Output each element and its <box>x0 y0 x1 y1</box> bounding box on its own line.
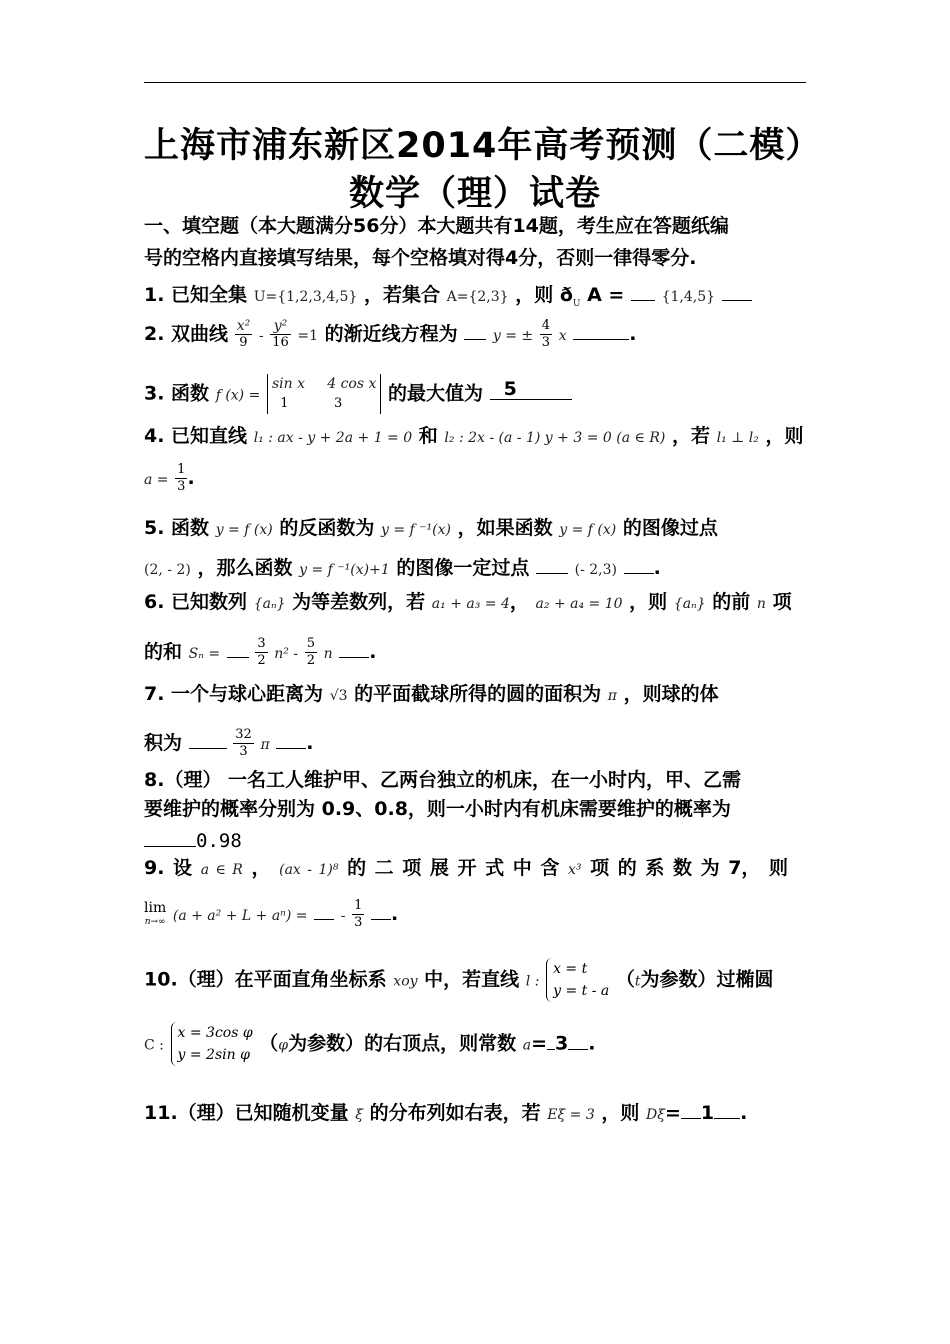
q3-det-row1: sin x 4 cos x <box>271 376 377 392</box>
q6-blank-right <box>339 637 369 658</box>
q1-text-3: ，则 <box>515 284 554 306</box>
question-4-answer <box>144 462 195 495</box>
q9-answer-num: 1 <box>354 898 363 913</box>
q6-frac-2 <box>305 636 317 669</box>
q6-text-4: 的前 <box>712 591 751 613</box>
q9-binomial: (ax - 1)⁸ <box>279 862 339 878</box>
section-instructions-line2: 号的空格内直接填写结果，每个空格填对得4分，否则一律得零分. <box>144 247 697 269</box>
question-7 <box>144 682 719 708</box>
q5-text-6: 的图像一定过点 <box>396 557 530 579</box>
q2-answer-den: 3 <box>541 335 551 350</box>
q6-frac-1-num: 3 <box>257 636 266 651</box>
question-2 <box>144 318 636 351</box>
top-rule <box>144 82 806 83</box>
q9-condition: a ∈ R <box>200 862 243 878</box>
q2-text: 2. 双曲线 <box>144 323 229 345</box>
q6-period: . <box>369 641 377 663</box>
q2-frac-y-den: 16 <box>272 335 289 350</box>
question-1 <box>144 280 752 316</box>
q3-function: f (x) = <box>215 387 261 404</box>
q6-sep: ， <box>509 591 529 613</box>
q10-blank-right <box>568 1029 588 1050</box>
q6-eq-1: a₁ + a₃ = 4 <box>431 596 510 612</box>
question-6 <box>144 590 792 616</box>
q4-text-4: ，则 <box>765 425 804 447</box>
q4-perpendicular: l₁ ⊥ l₂ <box>716 430 759 446</box>
q4-text: 4. 已知直线 <box>144 425 248 447</box>
q3-det-row2: 1 3 <box>271 396 343 411</box>
q6-term-1: n² - <box>274 646 299 662</box>
q5-text-4: 的图像过点 <box>622 517 718 539</box>
q6-term-2: n <box>323 646 333 662</box>
exam-subtitle: 数学（理）试卷 <box>348 174 601 214</box>
question-11 <box>144 1098 747 1127</box>
q2-blank-right <box>573 319 629 340</box>
q1-complement-expr: A = <box>587 284 625 306</box>
q7-period: . <box>306 732 314 754</box>
q9-blank-right <box>371 899 391 920</box>
q10-param-phi: φ <box>278 1037 289 1054</box>
q4-period: . <box>187 467 195 489</box>
q7-answer-num: 32 <box>235 727 252 742</box>
q8-answer: 0.98 <box>196 830 242 852</box>
q5-inverse: y = f ⁻¹(x) <box>380 522 451 538</box>
q4-text-3: ，若 <box>671 425 710 447</box>
q1-blank-right <box>722 280 752 301</box>
q8-blank <box>144 826 196 847</box>
q2-answer-lhs: y = ± <box>492 328 534 344</box>
q2-text-2: 的渐近线方程为 <box>324 323 458 345</box>
q10-text-4: 为参数）过椭圆 <box>640 968 774 991</box>
q10-ellipse-eq-1: x = 3cos φ <box>177 1025 253 1041</box>
q6-frac-2-den: 2 <box>306 653 315 668</box>
question-9 <box>144 856 788 882</box>
q2-equals-one: =1 <box>297 328 318 344</box>
question-5-cont <box>144 553 661 582</box>
q2-frac-x-den: 9 <box>239 335 248 350</box>
q4-text-2: 和 <box>418 425 438 447</box>
question-6-cont <box>144 636 376 669</box>
q5-function: y = f (x) <box>215 522 273 538</box>
q10-const-a: a <box>522 1037 532 1054</box>
q9-answer-den: 3 <box>354 915 363 930</box>
exam-title: 上海市浦东新区2014年高考预测（二模） <box>144 126 822 166</box>
q10-line-system <box>546 958 609 1002</box>
q10-xoy: xoy <box>393 973 418 990</box>
q1-complement-symbol: ð <box>559 284 573 306</box>
q3-text-2: 的最大值为 <box>388 382 484 405</box>
q7-text-2: 的平面截球所得的圆的面积为 <box>354 683 602 705</box>
q5-answer: (- 2,3) <box>574 562 617 578</box>
q11-text-2: 的分布列如右表，若 <box>369 1102 541 1124</box>
q4-answer-frac <box>175 462 187 495</box>
q11-blank-right <box>714 1098 740 1119</box>
question-7-cont <box>144 727 313 760</box>
q6-eq-2: a₂ + a₄ = 10 <box>535 596 623 612</box>
question-8-answer <box>144 826 242 853</box>
q10-answer: 3 <box>555 1032 569 1055</box>
q6-frac-2-num: 5 <box>306 636 315 651</box>
q7-blank-left <box>189 728 227 749</box>
q2-frac-y-num: y² <box>270 318 291 335</box>
q6-text-5: 项 <box>772 591 792 613</box>
q2-period: . <box>629 323 637 345</box>
q9-period: . <box>391 903 399 925</box>
q7-text-4: 积为 <box>144 732 183 754</box>
q6-sequence: {aₙ} <box>253 596 286 612</box>
q7-sqrt3: √3 <box>329 688 348 704</box>
q2-answer-frac <box>540 318 552 351</box>
q4-line-l1: l₁ : ax - y + 2a + 1 = 0 <box>253 430 413 446</box>
q10-param-t: t <box>634 973 641 990</box>
q5-text-2: 的反函数为 <box>279 517 375 539</box>
question-8-line2: 要维护的概率分别为 0.9、0.8，则一小时内有机床需要维护的概率为 <box>144 798 731 820</box>
q7-pi: π <box>607 688 617 704</box>
q5-text-3: ，如果函数 <box>457 517 553 539</box>
q9-limit-body: (a + a² + L + aⁿ) = <box>172 908 308 924</box>
q1-text-2: ，若集合 <box>364 284 441 306</box>
q7-blank-right <box>276 728 306 749</box>
q10-ellipse-label: C : <box>144 1037 164 1054</box>
q6-text-2: 为等差数列，若 <box>292 591 426 613</box>
q1-universal-set: U={1,2,3,4,5} <box>253 289 358 305</box>
q11-equals: = <box>664 1102 681 1124</box>
q5-shifted-inverse: y = f ⁻¹(x)+1 <box>299 562 390 578</box>
q9-neg: - <box>340 908 346 924</box>
q11-expectation: Eξ = 3 <box>547 1107 595 1123</box>
q3-determinant <box>267 374 381 414</box>
question-10 <box>144 958 774 1002</box>
q5-text-5: ，那么函数 <box>197 557 293 579</box>
q5-blank-left <box>536 553 568 574</box>
q7-text-3: ，则球的体 <box>623 683 719 705</box>
q5-blank-right <box>624 553 654 574</box>
question-4 <box>144 424 803 450</box>
q10-line-label: l : <box>525 973 540 990</box>
q11-variance: Dξ <box>646 1107 665 1123</box>
q9-text-4: 项 的 系 数 为 7， 则 <box>590 857 789 879</box>
q4-answer-lhs: a = <box>144 472 169 488</box>
question-8-line1: 8.（理） 一名工人维护甲、乙两台独立的机床，在一小时内，甲、乙需 <box>144 769 742 791</box>
q7-answer-frac <box>233 727 254 760</box>
q2-frac-x <box>235 318 253 351</box>
q10-blank-left <box>547 1029 555 1050</box>
q2-minus: - <box>258 328 264 344</box>
q9-x-cubed: x³ <box>568 862 582 878</box>
q6-text-3: ，则 <box>629 591 668 613</box>
q10-text: 10.（理）在平面直角坐标系 <box>144 968 387 991</box>
q1-set-a: A={2,3} <box>446 289 509 305</box>
question-10-cont <box>144 1022 595 1066</box>
q10-equals: = <box>531 1032 548 1055</box>
q10-text-5: （ <box>259 1032 279 1055</box>
question-9-limit <box>144 898 398 931</box>
q9-text: 9. 设 <box>144 857 193 879</box>
q4-answer-num: 1 <box>177 462 186 477</box>
q10-text-6: 为参数）的右顶点，则常数 <box>288 1032 517 1055</box>
q11-text: 11.（理）已知随机变量 <box>144 1102 349 1124</box>
q4-line-l2: l₂ : 2x - (a - 1) y + 3 = 0 (a ∈ R) <box>444 430 666 446</box>
q6-text: 6. 已知数列 <box>144 591 248 613</box>
q6-sum: Sₙ = <box>188 646 221 662</box>
q9-blank-left <box>314 899 334 920</box>
q10-ellipse-eq-2: y = 2sin φ <box>177 1047 250 1063</box>
q9-lim-word: lim <box>144 899 167 916</box>
q7-text: 7. 一个与球心距离为 <box>144 683 324 705</box>
q2-answer-num: 4 <box>541 318 551 333</box>
q10-ellipse-system <box>171 1022 253 1066</box>
q10-text-3: （ <box>615 968 635 991</box>
q10-line-eq-2: y = t - a <box>553 983 610 999</box>
q1-answer: {1,4,5} <box>661 289 716 305</box>
q6-n: n <box>756 596 766 612</box>
q6-blank-left <box>227 637 249 658</box>
section-instructions-line1: 一、填空题（本大题满分56分）本大题共有14题，考生应在答题纸编 <box>144 215 729 237</box>
question-3 <box>144 374 572 414</box>
q6-frac-1-den: 2 <box>257 653 266 668</box>
q9-limit-operator <box>144 901 166 929</box>
q11-blank-left <box>681 1098 701 1119</box>
q1-complement-sub: U <box>572 298 581 309</box>
q6-text-6: 的和 <box>144 641 183 663</box>
q5-period: . <box>653 557 661 579</box>
q2-blank-left <box>464 319 486 340</box>
q7-answer-pi: π <box>260 737 270 753</box>
q5-text: 5. 函数 <box>144 517 210 539</box>
q5-point: (2, - 2) <box>144 562 191 578</box>
q9-text-3: 的 二 项 展 开 式 中 含 <box>347 857 560 879</box>
q2-frac-x-num: x² <box>236 318 251 334</box>
q2-answer-x: x <box>558 328 567 344</box>
q2-frac-y <box>270 318 291 351</box>
q9-answer-frac <box>352 898 364 931</box>
q1-blank-left <box>631 280 655 301</box>
q11-text-3: ，则 <box>601 1102 640 1124</box>
q10-line-eq-1: x = t <box>553 961 588 977</box>
q6-sequence-2: {aₙ} <box>673 596 706 612</box>
q3-text: 3. 函数 <box>144 382 210 405</box>
q9-lim-sub: n→∞ <box>144 916 166 927</box>
q10-text-2: 中，若直线 <box>424 968 520 991</box>
q6-frac-1 <box>255 636 267 669</box>
q4-answer-den: 3 <box>177 479 186 494</box>
q11-answer: 1 <box>700 1102 715 1124</box>
question-5 <box>144 516 718 542</box>
q9-text-2: ， <box>251 857 271 879</box>
q1-text: 1. 已知全集 <box>144 284 248 306</box>
q3-answer: 5 <box>503 377 517 400</box>
q10-period: . <box>588 1032 596 1055</box>
q7-answer-den: 3 <box>239 744 248 759</box>
q3-answer-blank <box>490 379 572 400</box>
q11-period: . <box>740 1102 748 1124</box>
q5-function-2: y = f (x) <box>559 522 617 538</box>
q11-xi: ξ <box>355 1107 364 1123</box>
